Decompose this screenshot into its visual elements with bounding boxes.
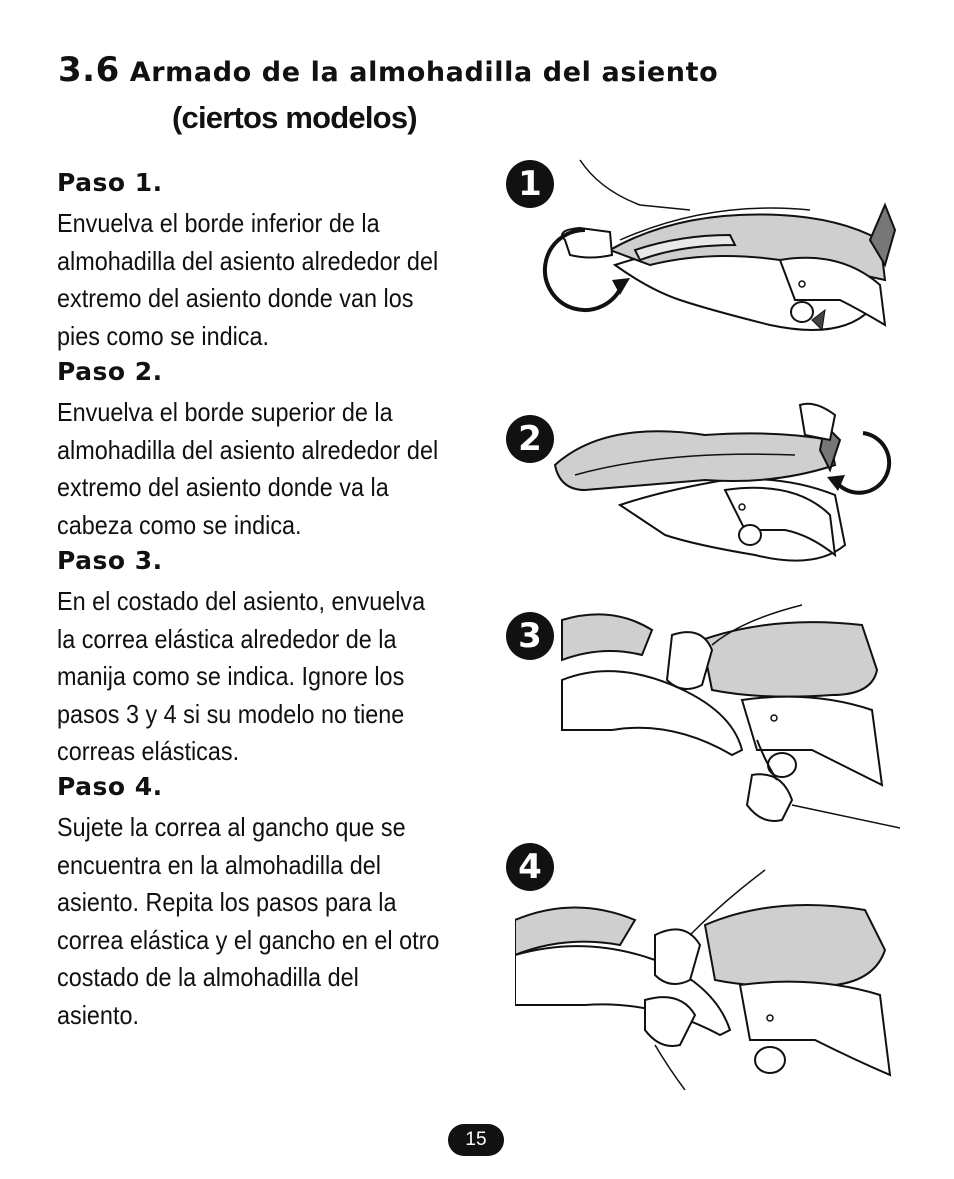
- page-number: 15: [448, 1124, 504, 1156]
- step-2-illustration: [545, 395, 900, 580]
- step-3-illustration: [552, 600, 900, 835]
- section-number: 3.6: [58, 50, 120, 90]
- step-1-text: Envuelva el borde inferior de la almohadilla del asiento alrededor del extremo del asiento donde van los pies como se indica.: [57, 208, 439, 351]
- step-1-heading: Paso 1.: [57, 168, 163, 197]
- section-title: Armado de la almohadilla del asiento: [129, 57, 719, 88]
- step-3-text: En el costado del asiento, envuelva la correa elástica alrededor de la manija como se indica. Ignore los pasos 3 y 4 si su modelo no tiene correas elásticas.: [57, 586, 426, 766]
- step-2-heading: Paso 2.: [57, 357, 163, 386]
- step-3-heading: Paso 3.: [57, 546, 163, 575]
- step-4-text: Sujete la correa al gancho que se encuentra en la almohadilla del asiento. Repita los pasos para la correa elástica y el gancho en el otro costado de la almohadilla del asiento.: [57, 812, 440, 1030]
- step-1-badge: 1: [506, 160, 554, 208]
- step-3-badge: 3: [506, 612, 554, 660]
- step-4-heading: Paso 4.: [57, 772, 163, 801]
- step-2-badge: 2: [506, 415, 554, 463]
- step-2-text: Envuelva el borde superior de la almohadilla del asiento alrededor del extremo del asiento donde va la cabeza como se indica.: [57, 397, 439, 540]
- step-4-illustration: [515, 865, 900, 1090]
- step-1-illustration: [540, 150, 900, 360]
- step-4-badge: 4: [506, 843, 554, 891]
- section-subtitle: (ciertos modelos): [172, 100, 417, 135]
- section-heading: [58, 50, 718, 90]
